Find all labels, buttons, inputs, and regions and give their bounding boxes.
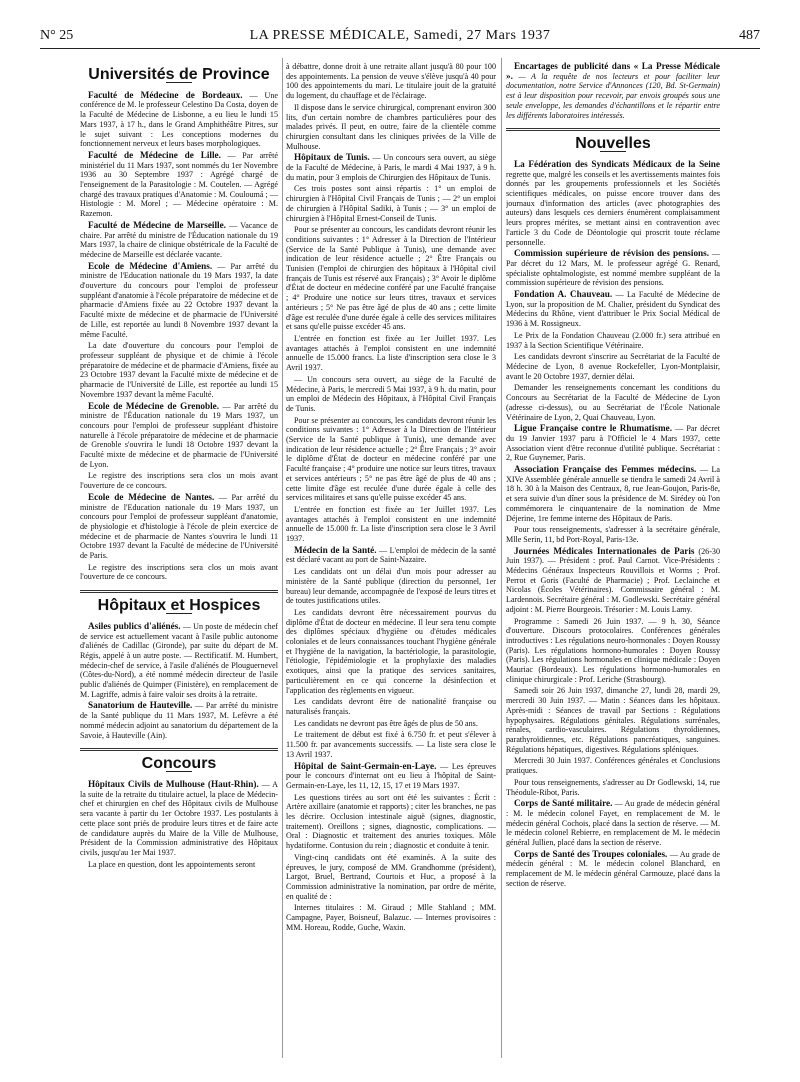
article-text-continued: Le Prix de la Fondation Chauveau (2.000 fr.) sera attribué en 1937 à la Section Scientifique Vétérinaire. xyxy=(506,330,720,350)
section-separator xyxy=(80,590,278,593)
column-2 xyxy=(286,62,496,1062)
article-troupes-coloniales xyxy=(506,850,720,889)
article-heading: Corps de Santé militaire. xyxy=(514,798,613,809)
article-heading: Hôpitaux de Tunis. xyxy=(294,152,370,163)
article-hauteville xyxy=(80,701,278,740)
article-text: — Par arrêté ministériel du 11 Mars 1937, sont nommés du 1er Novembre 1936 au 30 Septembre 1937 : Agrégé chargé de l'enseignement de la Parasitologie : M. Coutelen. — Agrégé chargé des travaux pratiques d'Anatomie : M. Couloumá ; — Histologie : M. Morel ; — Médecine opératoire : M. Razemon. xyxy=(80,150,278,219)
page-number: 487 xyxy=(739,28,760,43)
article-text-continued: Les candidats ont un délai d'un mois pour adresser au ministère de la Santé publique (direction du personnel, 1er bureau) leur demande, accompagnée de l'exposé de leurs titres et de toutes justifications utiles. xyxy=(286,567,496,606)
article-heading: Commission supérieure de révision des pensions. xyxy=(514,248,710,259)
article-text: — Vacance de chaire. Par arrêté du ministre de l'Éducation nationale du 19 Mars 1937, la chaire de clinique obstétricale de la Faculté de médecine de Marseille est déclarée vacante. xyxy=(80,220,278,259)
article-text-continued: Les questions tirées au sort ont été les suivantes : Écrit : Artère axillaire (anatomie et rapports) ; citer les branches, ne pas les décrire. Occlusion intestinale aiguë (signes, diagnostic, traitement). Oreillons ; signes, diagnostic, complications. — Oral : Diagnostic et traitement des anuries toxiques. Môle hydatiforme. Contusion du rein ; diagnostic et conduite à tenir. xyxy=(286,792,496,851)
article-text-continued: Pour se présenter au concours, les candidats devront réunir les conditions suivantes : 1° Adresser à la Direction de l'Intérieur (Service de la Santé Publique à Tunis), une demande avec indication de leur résidence actuelle ; 2° Être Français ou Tunisien (l'emploi de chirurgien des hôpitaux à l'Hôpital civil français de Tunis est réservé aux Français) ; 3° Avoir le diplôme d'État de docteur en médecine conféré par une Faculté française ; 4° Produire une notice sur leurs titres, travaux et services antérieurs ; 5° Ne pas être âgé de plus de 40 ans ; cette limite d'âge est reculée d'une durée égale à celle des services militaires et sans qu'elle puisse excéder 45 ans. xyxy=(286,225,496,332)
article-text: — Par décret du 12 Mars, M. le professeur agrégé G. Renard, spécialiste ophtalmologiste, est nommé membre suppléant de la commission supérieure de révision des pensions. xyxy=(506,249,720,288)
article-heading: Hôpital de Saint-Germain-en-Laye. xyxy=(294,760,437,771)
article-heading: Faculté de Médecine de Marseille. xyxy=(88,219,226,230)
article-commission xyxy=(506,249,720,288)
article-text-continued: L'entrée en fonction est fixée au 1er Juillet 1937. Les avantages attachés à l'emploi consistent en une indemnité annuelle de 15.000 fr. La liste d'inscription sera close le 3 Avril 1937. xyxy=(286,504,496,544)
article-text: — La Faculté de Médecine de Lyon, sur la proposition de M. Chalier, président du Syndicat des Médecins du Rhône, vient d'attribuer le Prix Social Médical de 1936 à M. Rossigneux. xyxy=(506,290,720,329)
article-text-continued: Vingt-cinq candidats ont été examinés. A la suite des épreuves, le jury, composé de MM. Grandhomme (président), Largot, Bruel, Bertrand, Courtois et Huc, a proposé à la Commission administrative la nomination, par ordre de mérite, en qualité de : xyxy=(286,852,496,901)
section-separator xyxy=(80,748,278,751)
article-text-continued: Programme : Samedi 26 Juin 1937. — 9 h. 30, Séance d'ouverture. Discours protocolaires. Conférences générales introductives : Les régulations neuro-hormonales : Doyen Roussy (Paris). Les régulations hormono-humorales : Doyen Roussy (Paris). Les régulations hormonales en clinique médicale : Doyen Mauriac (Bordeaux). Les régulations hormono-humorales en clinique chirurgicale : Prof. Leriche (Strasbourg). xyxy=(506,616,720,684)
section-title-hopitaux: Hôpitaux et Hospices xyxy=(97,597,261,615)
article-text: — Par arrêté du ministre de l'Éducation nationale du 19 Mars 1937, un concours pour l'emploi de professeur suppléant d'histoire naturelle à l'école préparatoire de médecine et de pharmacie de Grenoble s'ouvrira le lundi 18 Octobre 1937 devant la Faculté mixte de médecine et de pharmacie de l'Université de Lyon. xyxy=(80,401,278,469)
article-text: — Par décret du 19 Janvier 1937 paru à l'Officiel le 4 Mars 1937, cette Association vient d'être reconnue d'utilité publique. Secrétariat : 2, Rue Guynemer, Paris. xyxy=(506,424,720,463)
article-heading: Fondation A. Chauveau. xyxy=(514,289,613,300)
article-heading: Asiles publics d'aliénés. xyxy=(88,620,181,631)
article-sante-militaire xyxy=(506,799,720,848)
article-text: (26-30 Juin 1937). — Président : prof. Paul Carnot. Vice-Présidents : Médecins Généraux Inspecteurs Rouvillois et Worms ; Prof. Perrot et Goris (Faculté de Pharmacie) ; Prof. Leclainche et Nicolas (Écoles Vétérinaires). Commissaire général : M. Lardennois. Secrétaire général : M. Godlewski. Secrétaire général adjoint : M. Pierre Bourgeois. Trésorier : M. Louis Lamy. xyxy=(506,546,720,614)
article-amiens xyxy=(80,262,278,340)
article-marseille xyxy=(80,221,278,260)
article-heading: Ecole de Médecine de Nantes. xyxy=(88,491,215,502)
article-text-continued: Les candidats devront être nécessairement pourvus du diplôme d'État de docteur en médecine. Il leur sera tenu compte des diplômes spéciaux d'hygiène ou d'études médicales coloniales et de leurs connaissances touchant l'hygiène générale et l'hygiène de la navigation, la bactériologie, la parasitologie, l'étiologie, l'épidémiologie et la prophylaxie des maladies exotiques, ainsi que la pratique des services sanitaires, particulièrement en ce qui concerne la désinfection et l'application des règlements en vigueur. xyxy=(286,607,496,695)
article-text-continued: La place en question, dont les appointements seront xyxy=(88,859,256,869)
article-text-continued: Internes titulaires : M. Giraud ; Mlle Stahland ; MM. Campagne, Payer, Boisneuf, Balazuc. — Internes provisoires : MM. Horeau, Rodde, Guche, Waxin. xyxy=(286,903,496,932)
article-ligue xyxy=(506,424,720,463)
section-separator xyxy=(506,128,720,131)
article-heading: Hôpitaux Civils de Mulhouse (Haut-Rhin). xyxy=(88,779,259,789)
header-rule xyxy=(40,48,760,49)
article-association xyxy=(506,465,720,523)
article-text-continued: Mercredi 30 Juin 1937. Conférences générales et Conclusions pratiques. xyxy=(506,756,720,776)
article-text: — A la suite de la retraite du titulaire actuel, la place de Médecin-chef et chirurgien en chef des Hôpitaux civils de Mulhouse sera vacante à partir du 1er Octobre 1937. Les postulants à cette place sont priés de produire leurs titres et de faire acte de candidature auprès du Maire de la Ville de Mulhouse, Président de la Commission administrative des Hôpitaux civils, jusqu'au 1er Mai 1937. xyxy=(80,780,278,857)
article-text: — Par arrêté du ministre de la Santé publique du 11 Mars 1937, M. Lefèvre a été nommé médecin adjoint au sanatorium du département de la Savoie, à Hauteville (Ain). xyxy=(80,701,278,740)
article-heading: Faculté de Médecine de Lille. xyxy=(88,149,221,160)
article-text-continued: Il dispose dans le service chirurgical, comprenant environ 300 lits, d'un certain nombre de chambres particulières pour des malades privés. Il peut, en outre, faire de la clientèle comme chirurgien consultant dans les cliniques privées de la Ville de Mulhouse. xyxy=(286,102,496,151)
column-3 xyxy=(506,62,720,1062)
article-asiles xyxy=(80,622,278,700)
article-text-continued: Le traitement de début est fixé à 6.750 fr. et peut s'élever à 11.500 fr. par avancements successifs. — La liste sera close le 13 Avril 1937. xyxy=(286,730,496,759)
article-text-continued: La date d'ouverture du concours pour l'emploi de professeur suppléant de physique et de chimie à l'école préparatoire de médecine et de pharmacie d'Amiens, fixée au 23 Octobre 1937 devant la Faculté mixte de médecine et de pharmacie de l'Université de Lille, est reportée au lundi 15 Novembre 1937 devant la même Faculté. xyxy=(80,341,278,399)
article-text-continued: Les candidats devront s'inscrire au Secrétariat de la Faculté de Médecine de Lyon, 8 avenue Rockefeller, Lyon-Montplaisir, avant le 20 Octobre 1937, dernier délai. xyxy=(506,352,720,381)
article-text: — Par arrêté du ministre de l'Education nationale du 19 Mars 1937, la date d'ouverture du concours pour l'emploi de professeur suppléant d'anatomie à l'école préparatoire de médecine et de pharmacie d'Amiens fixée au 22 Octobre 1937 devant la Faculté mixte de médecine et de pharmacie de l'Université de Lille, est reportée au lundi 8 Novembre 1937 devant la même Faculté. xyxy=(80,261,278,339)
article-text-continued: Pour tous renseignements, s'adresser au Dr Godlewski, 14, rue Théodule-Ribot, Paris. xyxy=(506,777,720,797)
article-text: regrette que, malgré les conseils et les avertissements maintes fois donnés par les groupements professionnels et les Sociétés scientifiques médicales, on puisse encore trouver dans des journaux d'information des articles (avec photographies des auteurs) dans lesquels ces derniers énumèrent complaisamment leurs propres mérites, se mettant ainsi en contravention avec l'article 3 du Code de Déontologie qui proscrit toute réclame personnelle. xyxy=(506,169,720,247)
article-saint-germain xyxy=(286,762,496,791)
article-heading: Ecole de Médecine de Grenoble. xyxy=(88,400,220,411)
article-lille xyxy=(80,151,278,219)
article-text: — Un concours sera ouvert, au siège de la Faculté de Médecine, à Paris, le mardi 4 Mai 1937, à 9 h. du matin, pour 3 emplois de Chirurgien des Hôpitaux de Tunis. xyxy=(286,153,496,182)
article-heading: Ecole de Médecine d'Amiens. xyxy=(88,260,213,271)
article-grenoble xyxy=(80,402,278,470)
article-text-continued: Le registre des inscriptions sera clos un mois avant l'ouverture de ce concours. xyxy=(80,471,278,491)
article-text-continued: Samedi soir 26 Juin 1937, dimanche 27, lundi 28, mardi 29, mercredi 30 Juin 1937. — Matin : Séances dans les hôpitaux. Après-midi : Séances de travail par Sections : Régulations hypophysaires. Régulations génitales. Régulations surrénales, rénales, cardio-vasculaires. Régulations thyroïdiennes, parathyroïdiennes, etc. Régulations pancréatiques, sanguines. Régulations hépatiques, digestives. Régulations spléniques. xyxy=(506,686,720,754)
article-heading: Encartages de publicité dans « La Presse Médicale ». xyxy=(506,62,720,81)
article-journees xyxy=(506,547,720,615)
article-text: — Au grade de médecin général : M. le médecin colonel Blanchard, en remplacement de M. le médecin général Carmouze, placé dans la section de réserve. xyxy=(506,849,720,888)
section-title-concours: Concours xyxy=(141,755,217,773)
article-text: — A la requête de nos lecteurs et pour faciliter leur documentation, notre Service d'Annonces (120, Bd. St-Germain) est à leur disposition pour recevoir, par envois groupés sous une seule enveloppe, les demandes d'échantillons et le répartir entre les différents laboratoires intéressés. xyxy=(506,71,720,120)
article-text-continued: à débattre, donne droit à une retraite allant jusqu'à 80 pour 100 des appointements. La pension de veuve s'élève jusqu'à 40 pour 100 des appointements du mari. Le titulaire jouit de la gratuité du logement, du chauffage et de l'éclairage. xyxy=(286,62,496,101)
article-text-continued: L'entrée en fonction est fixée au 1er Juillet 1937. Les avantages attachés à l'emploi consistent en une indemnité annuelle de 15.000 francs. La liste d'inscription sera close le 3 Avril 1937. xyxy=(286,333,496,373)
article-tunis xyxy=(286,153,496,182)
article-text-continued: Ces trois postes sont ainsi répartis : 1° un emploi de chirurgien à l'Hôpital Civil Français de Tunis ; — 2° un emploi de chirurgien à l'Hôpital Sadiki, à Tunis ; — 3° un emploi de chirurgien à l'Hôpital Ernest-Conseil de Tunis. xyxy=(286,184,496,223)
page-header xyxy=(40,28,760,46)
column-divider-2 xyxy=(501,58,502,1058)
article-text-continued: Les candidats ne devront pas être âgés de plus de 50 ans. xyxy=(294,718,478,728)
article-text-continued: — Un concours sera ouvert, au siège de la Faculté de Médecine, à Paris, le mercredi 5 Mai 1937, à 9 h. du matin, pour un emploi de Médecin des Hôpitaux, à l'Hôpital Civil Français de Tunis. xyxy=(286,374,496,413)
article-bordeaux xyxy=(80,91,278,149)
article-heading: Journées Médicales Internationales de Paris xyxy=(514,545,695,556)
article-text: — Au grade de médecin général : M. le médecin colonel Fayet, en remplacement de M. le médecin général Cochois, placé dans la section de réserve. — M. le médecin colonel Rebierre, en remplacement de M. le médecin général Jullien, placé dans la section de réserve. xyxy=(506,799,720,848)
article-text-continued: Le registre des inscriptions sera clos un mois avant l'ouverture de ce concours. xyxy=(80,562,278,582)
article-text: — Les épreuves pour le concours d'internat ont eu lieu à l'hôpital de Saint-Germain-en-Laye, les 11, 12, 15, 17 et 19 Mars 1937. xyxy=(286,761,496,790)
article-heading: Corps de Santé des Troupes coloniales. xyxy=(514,848,668,859)
article-nantes xyxy=(80,493,278,561)
section-title-universites: Universités de Province xyxy=(88,66,270,83)
article-heading: Sanatorium de Hauteville. xyxy=(88,700,193,711)
article-heading: Association Française des Femmes médecins. xyxy=(514,464,697,475)
journal-title: LA PRESSE MÉDICALE, Samedi, 27 Mars 1937 xyxy=(249,28,551,43)
article-text-continued: Les candidats devront être de nationalité française ou naturalisés français. xyxy=(286,697,496,716)
article-text-continued: Pour se présenter au concours, les candidats devront réunir les conditions suivantes : 1° Adresser à la Direction de l'Intérieur (Service de la Santé publique à Tunis), une demande avec indication de leur résidence actuelle ; 2° Être Français ; 3° avoir le diplôme d'État de docteur en médecine conféré par une Faculté française ; 4° produire une notice sur leurs titres, travaux et services antérieurs ; 5° ne pas être âgé de plus de 40 ans ; cette limite d'âge est reculée d'une durée égale à celle des services militaires et sans qu'elle puisse excéder 45 ans. xyxy=(286,415,496,503)
article-encartages xyxy=(506,62,720,120)
column-1 xyxy=(80,62,278,1062)
column-divider-1 xyxy=(282,58,283,1058)
article-text: — Par arrêté du ministre de l'Education nationale du 19 Mars 1937, un concours pour l'emploi de professeur suppléant d'anatomie, de physiologie et d'histologie à l'école de plein exercice de médecine et de pharmacie de Nantes s'ouvrira le lundi 11 Octobre 1937 devant la Faculté de médecine de l'Université de Paris. xyxy=(80,492,278,561)
article-text: — Une conférence de M. le professeur Celestino Da Costa, doyen de la Faculté de Médecine de Lisbonne, a eu lieu le lundi 15 Mars 1937, à 17 h., dans le Grand Amphithéâtre Pitres, sur le sujet suivant : Les conceptions modernes du fonctionnement nerveux et leurs bases morphologiques. xyxy=(80,90,278,149)
article-text-continued: Demander les renseignements concernant les conditions du Concours au Secrétariat de la Faculté de Médecine de Lyon (adresse ci-dessus), ou au Secrétariat de l'École Nationale Vétérinaire de Lyon, 2, Quai Chauveau, Lyon. xyxy=(506,383,720,422)
article-medecin-sante xyxy=(286,546,496,565)
article-heading: Faculté de Médecine de Bordeaux. xyxy=(88,89,243,100)
article-mulhouse xyxy=(80,780,278,858)
article-text-continued: Pour tous renseignements, s'adresser à la secrétaire générale, Mlle Serin, 11, bd Port-Royal, Paris-13e. xyxy=(506,525,720,544)
article-chauveau xyxy=(506,290,720,329)
article-federation xyxy=(506,160,720,247)
article-heading: Médecin de la Santé. xyxy=(294,544,377,555)
article-text: — Un poste de médecin chef de service est actuellement vacant à l'asile public autonome d'aliénés de Cadillac (Gironde), par suite du départ de M. Régis, appelé à un autre poste. — Rectificatif. M. Humbert, médecin-chef de service, à l'asile d'aliénés de Plouguernevel (Côtes-du-Nord), a été nommé médecin directeur de l'asile public d'aliénés de Quimper (Finistère), en remplacement de M. Lagriffe, admis à faire valoir ses droits à la retraite. xyxy=(80,621,278,699)
issue-number: N° 25 xyxy=(40,28,74,43)
article-heading: Ligue Française contre le Rhumatisme. xyxy=(514,423,673,434)
article-text: — L'emploi de médecin de la santé est déclaré vacant au port de Saint-Nazaire. xyxy=(286,545,496,565)
article-text: — La XIVe Assemblée générale annuelle se tiendra le samedi 24 Avril à 18 h. 30 à la Maison des Centraux, 8, rue Jean-Goujon, Paris-8e, et sera suivie d'un dîner sous la présidence de M. Sirédey où l'on commémorera le cinquantenaire de la nomination de Mme Déjerine, 1re femme interne des Hôpitaux de Paris. xyxy=(506,465,720,523)
section-title-nouvelles: Nouvelles xyxy=(575,135,651,153)
article-heading: La Fédération des Syndicats Médicaux de la Seine xyxy=(514,158,720,169)
